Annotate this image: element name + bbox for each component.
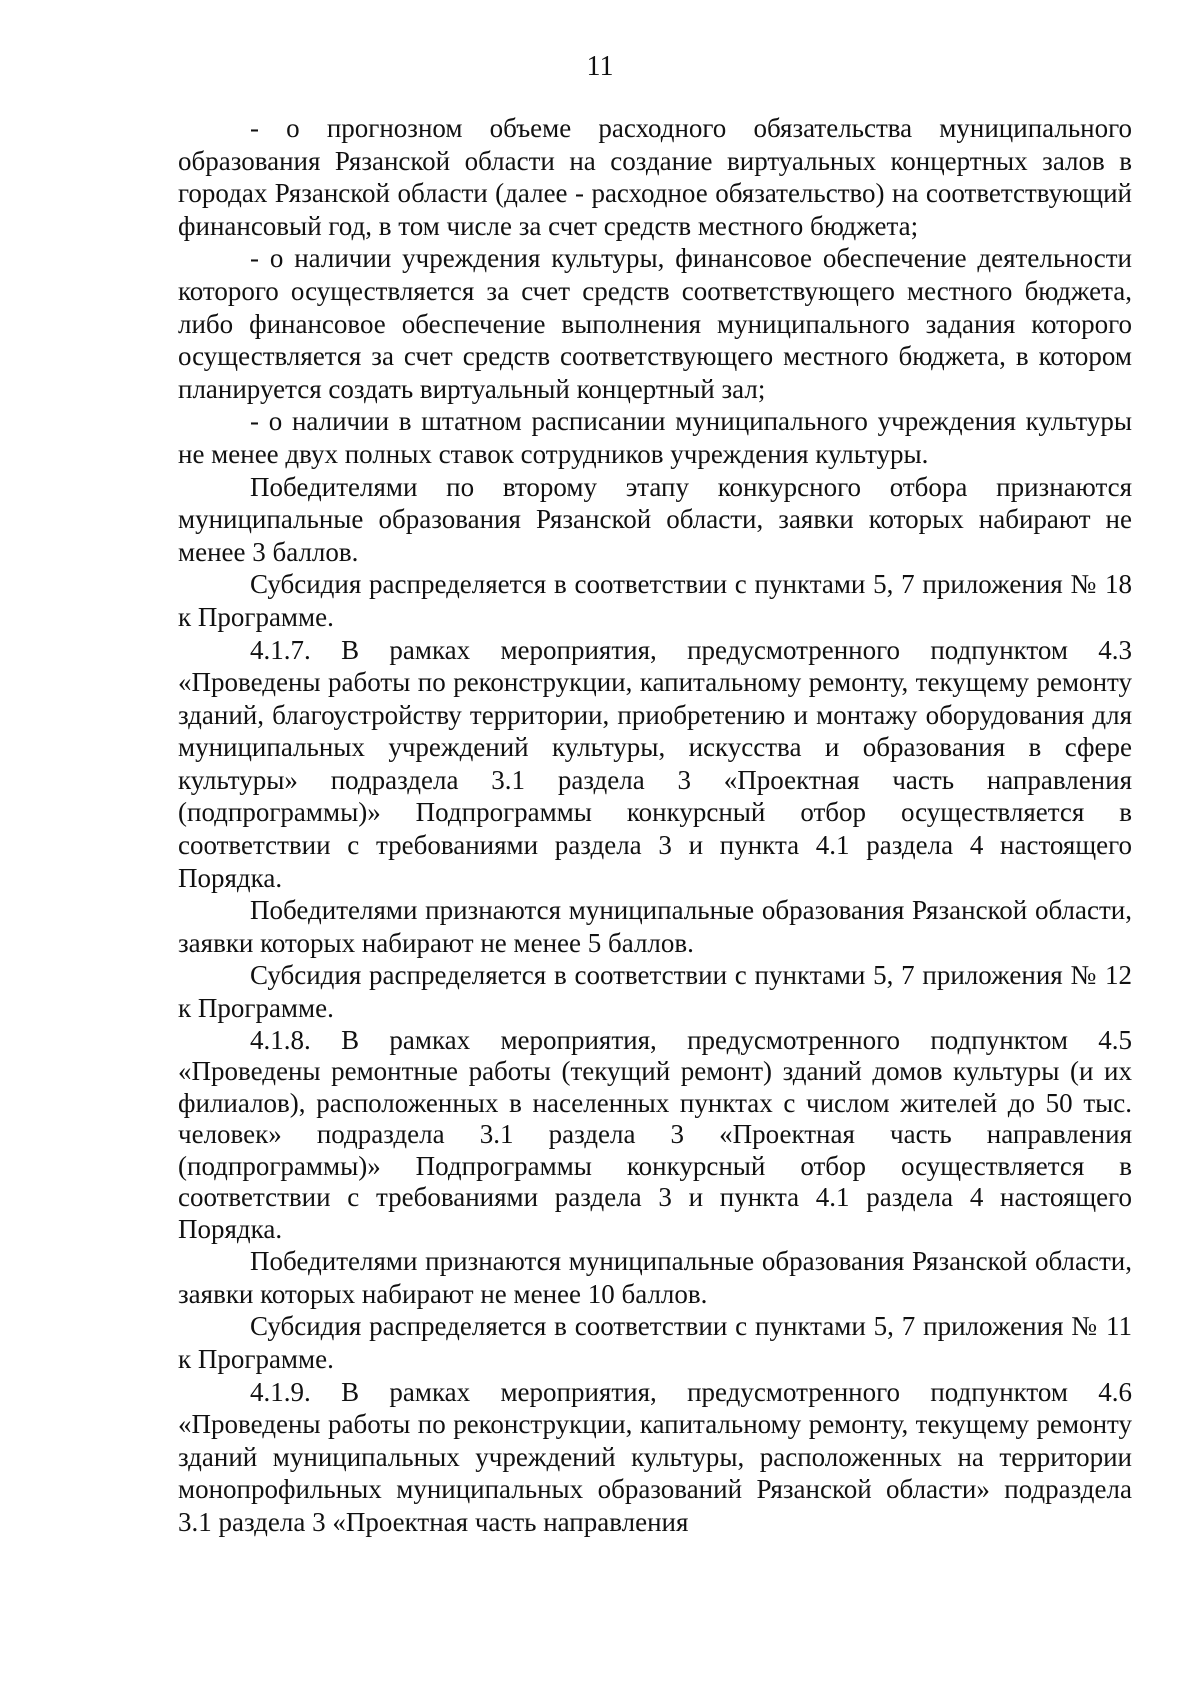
paragraph-clause-4-1-8: 4.1.8. В рамках мероприятия, предусмотренного подпунктом 4.5 «Проведены ремонтные работы (текущий ремонт) зданий домов культуры (и их филиалов), расположенных в населенных пунктах с числом жителей до 50 тыс. человек» подраздела 3.1 раздела 3 «Проектная часть направления (подпрограммы)» Подпрограммы конкурсный отбор осуществляется в соответствии с требованиями раздела 3 и пункта 4.1 раздела 4 настоящего Порядка. <box>178 1024 1132 1244</box>
paragraph-subsidy-appendix-12: Субсидия распределяется в соответствии с пунктами 5, 7 приложения № 12 к Программе. <box>178 960 1132 1024</box>
paragraph-winners-5-points: Победителями признаются муниципальные образования Рязанской области, заявки которых набирают не менее 5 баллов. <box>178 895 1132 958</box>
paragraph-clause-4-1-7: 4.1.7. В рамках мероприятия, предусмотренного подпунктом 4.3 «Проведены работы по реконструкции, капитальному ремонту, текущему ремонту зданий, благоустройству территории, приобретению и монтажу оборудования для муниципальных учреждений культуры, искусства и образования в сфере культуры» подраздела 3.1 раздела 3 «Проектная часть направления (подпрограммы)» Подпрограммы конкурсный отбор осуществляется в соответствии с требованиями раздела 3 и пункта 4.1 раздела 4 настоящего Порядка. <box>178 634 1132 893</box>
page-number: 11 <box>586 51 614 82</box>
paragraph-subsidy-appendix-18: Субсидия распределяется в соответствии с пунктами 5, 7 приложения № 18 к Программе. <box>178 569 1132 632</box>
paragraph-subsidy-appendix-11: Субсидия распределяется в соответствии с пунктами 5, 7 приложения № 11 к Программе. <box>178 1311 1132 1374</box>
document-body <box>178 112 1132 1538</box>
paragraph-forecast-obligation: - о прогнозном объеме расходного обязательства муниципального образования Рязанской области на создание виртуальных концертных залов в городах Рязанской области (далее - расходное обязательство) на соответствующий финансовый год, в том числе за счет средств местного бюджета; <box>178 113 1132 241</box>
paragraph-winners-stage-two: Победителями по второму этапу конкурсного отбора признаются муниципальные образования Рязанской области, заявки которых набирают не менее 3 баллов. <box>178 471 1132 567</box>
paragraph-clause-4-1-9: 4.1.9. В рамках мероприятия, предусмотренного подпунктом 4.6 «Проведены работы по реконструкции, капитальному ремонту, текущему ремонту зданий муниципальных учреждений культуры, расположенных на территории монопрофильных муниципальных образований Рязанской области» подраздела 3.1 раздела 3 «Проектная часть направления <box>178 1376 1132 1537</box>
paragraph-winners-10-points: Победителями признаются муниципальные образования Рязанской области, заявки которых набирают не менее 10 баллов. <box>178 1246 1132 1309</box>
paragraph-culture-institution: - о наличии учреждения культуры, финансовое обеспечение деятельности которого осуществляется за счет средств соответствующего местного бюджета, либо финансовое обеспечение выполнения муниципального задания которого осуществляется за счет средств соответствующего местного бюджета, в котором планируется создать виртуальный концертный зал; <box>178 243 1132 404</box>
paragraph-staffing: - о наличии в штатном расписании муниципального учреждения культуры не менее двух полных ставок сотрудников учреждения культуры. <box>178 406 1132 469</box>
